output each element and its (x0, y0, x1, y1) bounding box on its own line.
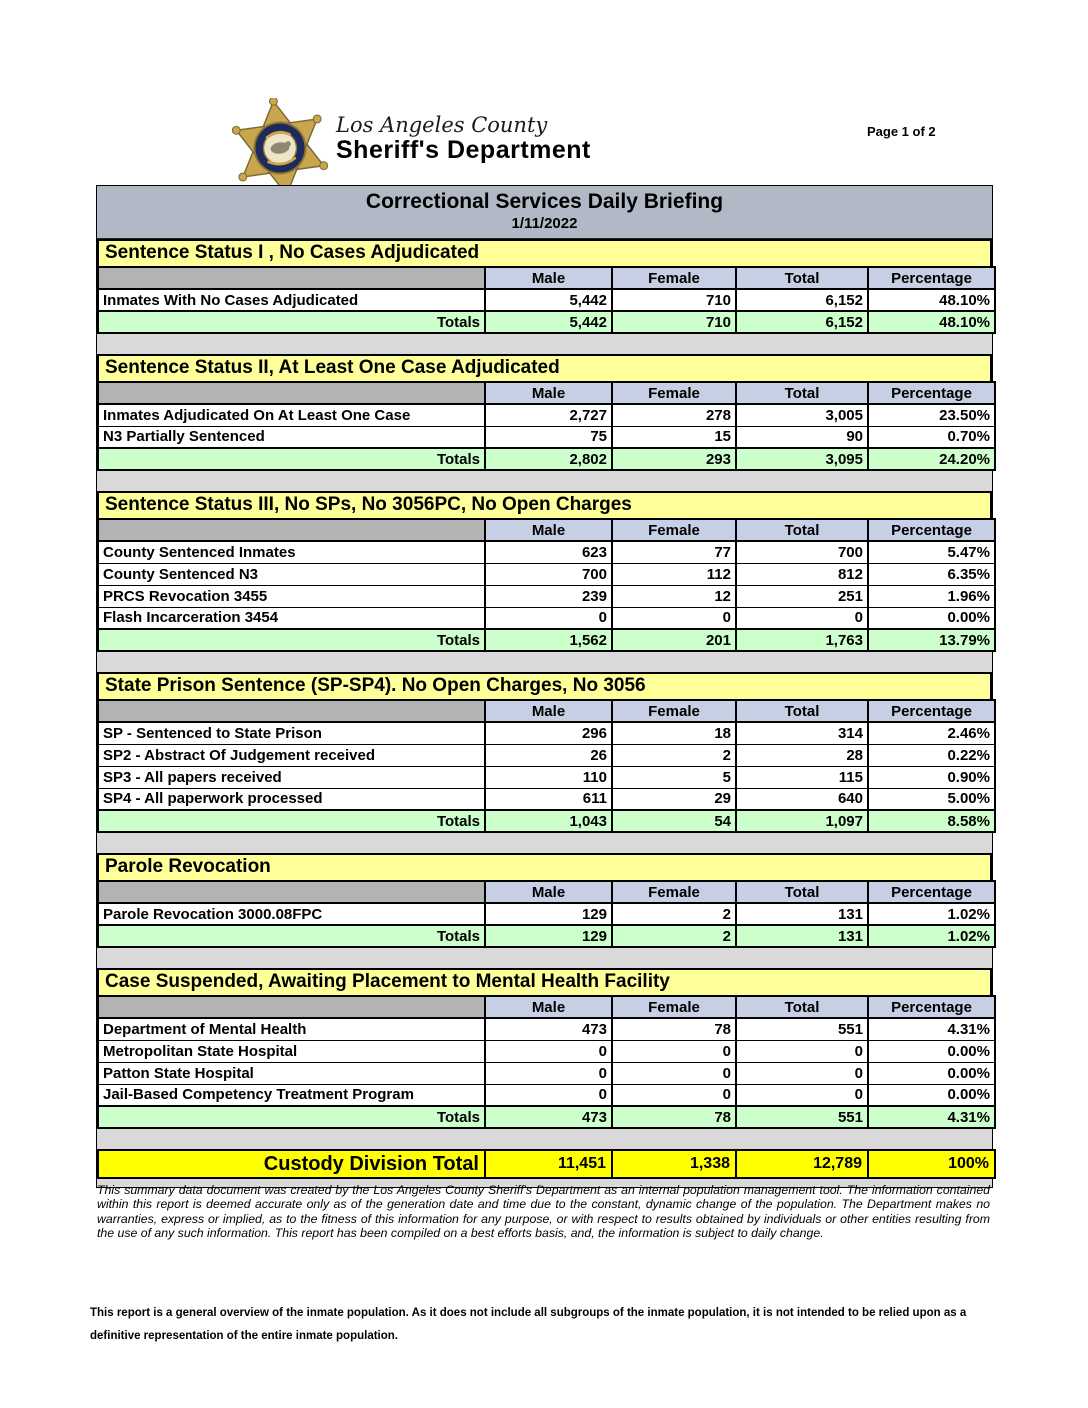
column-header-male: Male (485, 382, 612, 404)
cell-total: 0 (736, 1040, 868, 1062)
cell-total: 0 (736, 1084, 868, 1106)
column-header-male: Male (485, 519, 612, 541)
section-6-totals-row (98, 1106, 995, 1128)
column-header-total: Total (736, 881, 868, 903)
row-label: SP3 - All papers received (98, 766, 485, 788)
row-label: Patton State Hospital (98, 1062, 485, 1084)
report-title-bar (97, 186, 992, 239)
column-header-percentage: Percentage (868, 996, 995, 1018)
cell-male: 129 (485, 903, 612, 925)
column-header-percentage: Percentage (868, 267, 995, 289)
totals-total: 1,097 (736, 810, 868, 832)
section-5 (97, 853, 992, 948)
column-header-female: Female (612, 267, 736, 289)
section-2 (97, 354, 992, 471)
section-1 (97, 239, 992, 334)
column-header-total: Total (736, 519, 868, 541)
cell-female: 0 (612, 1062, 736, 1084)
cell-female: 2 (612, 903, 736, 925)
totals-male: 1,043 (485, 810, 612, 832)
cell-percentage: 1.02% (868, 903, 995, 925)
section-2-totals-row (98, 448, 995, 470)
section-2-row-1 (98, 404, 995, 426)
column-header-total: Total (736, 700, 868, 722)
custody-division-total-table (97, 1149, 996, 1179)
totals-female: 2 (612, 925, 736, 947)
column-header-male: Male (485, 700, 612, 722)
totals-percentage: 8.58% (868, 810, 995, 832)
section-5-row-1 (98, 903, 995, 925)
row-label: Flash Incarceration 3454 (98, 607, 485, 629)
section-spacer (97, 1129, 992, 1149)
section-6-row-1 (98, 1018, 995, 1040)
totals-male: 129 (485, 925, 612, 947)
sheriff-star-badge-icon (232, 98, 328, 198)
section-1-row-1 (98, 289, 995, 311)
cell-percentage: 0.70% (868, 426, 995, 448)
section-spacer (97, 948, 992, 968)
section-2-row-2 (98, 426, 995, 448)
cell-total: 3,005 (736, 404, 868, 426)
column-header-corner (98, 881, 485, 903)
totals-percentage: 48.10% (868, 311, 995, 333)
page-number-label: Page 1 of 2 (867, 124, 936, 139)
cell-male: 296 (485, 722, 612, 744)
cell-percentage: 0.00% (868, 607, 995, 629)
row-label: Department of Mental Health (98, 1018, 485, 1040)
cell-male: 5,442 (485, 289, 612, 311)
cell-female: 78 (612, 1018, 736, 1040)
cell-total: 90 (736, 426, 868, 448)
grand-total-male: 11,451 (485, 1150, 612, 1178)
column-header-corner (98, 700, 485, 722)
cell-female: 29 (612, 788, 736, 810)
cell-percentage: 5.00% (868, 788, 995, 810)
section-2-table (97, 381, 996, 471)
custody-division-total-row (98, 1150, 995, 1178)
row-label: Jail-Based Competency Treatment Program (98, 1084, 485, 1106)
cell-female: 278 (612, 404, 736, 426)
section-1-column-header-row (98, 267, 995, 289)
cell-total: 251 (736, 585, 868, 607)
cell-percentage: 5.47% (868, 541, 995, 563)
row-label: Inmates With No Cases Adjudicated (98, 289, 485, 311)
column-header-corner (98, 996, 485, 1018)
section-4-row-3 (98, 766, 995, 788)
cell-percentage: 6.35% (868, 563, 995, 585)
cell-total: 314 (736, 722, 868, 744)
cell-male: 75 (485, 426, 612, 448)
grand-total-label: Custody Division Total (98, 1150, 485, 1178)
totals-label: Totals (98, 311, 485, 333)
cell-male: 0 (485, 1040, 612, 1062)
section-6-row-3 (98, 1062, 995, 1084)
cell-percentage: 0.90% (868, 766, 995, 788)
cell-male: 110 (485, 766, 612, 788)
row-label: Parole Revocation 3000.08FPC (98, 903, 485, 925)
cell-percentage: 0.00% (868, 1084, 995, 1106)
section-2-column-header-row (98, 382, 995, 404)
overview-footnote: This report is a general overview of the inmate population. As it does not include all subgroups of the inmate population, it is not intended to be relied upon as a definitive representation of the entire inmate population. (90, 1307, 967, 1342)
section-3-row-4 (98, 607, 995, 629)
grand-total-female: 1,338 (612, 1150, 736, 1178)
section-5-table (97, 880, 996, 948)
cell-total: 812 (736, 563, 868, 585)
totals-male: 1,562 (485, 629, 612, 651)
section-spacer (97, 334, 992, 354)
totals-male: 5,442 (485, 311, 612, 333)
section-3-row-1 (98, 541, 995, 563)
grand-total-total: 12,789 (736, 1150, 868, 1178)
section-6-title: Case Suspended, Awaiting Placement to Mental Health Facility (97, 968, 992, 995)
section-3-row-3 (98, 585, 995, 607)
report-date: 1/11/2022 (511, 215, 578, 233)
cell-total: 700 (736, 541, 868, 563)
totals-label: Totals (98, 925, 485, 947)
cell-female: 77 (612, 541, 736, 563)
section-spacer (97, 471, 992, 491)
cell-percentage: 2.46% (868, 722, 995, 744)
cell-male: 473 (485, 1018, 612, 1040)
column-header-male: Male (485, 267, 612, 289)
section-1-title: Sentence Status I , No Cases Adjudicated (97, 239, 992, 266)
column-header-corner (98, 267, 485, 289)
section-3-table (97, 518, 996, 652)
cell-male: 611 (485, 788, 612, 810)
totals-label: Totals (98, 629, 485, 651)
totals-label: Totals (98, 810, 485, 832)
cell-male: 239 (485, 585, 612, 607)
row-label: Inmates Adjudicated On At Least One Case (98, 404, 485, 426)
cell-percentage: 0.00% (868, 1040, 995, 1062)
cell-male: 0 (485, 607, 612, 629)
logo-department-name: Sheriff's Department (336, 136, 591, 165)
section-4-row-1 (98, 722, 995, 744)
totals-male: 2,802 (485, 448, 612, 470)
section-1-table (97, 266, 996, 334)
column-header-percentage: Percentage (868, 519, 995, 541)
section-1-totals-row (98, 311, 995, 333)
totals-percentage: 1.02% (868, 925, 995, 947)
cell-percentage: 1.96% (868, 585, 995, 607)
cell-total: 28 (736, 744, 868, 766)
totals-female: 201 (612, 629, 736, 651)
report-sections (97, 239, 992, 1149)
section-3-totals-row (98, 629, 995, 651)
section-5-title: Parole Revocation (97, 853, 992, 880)
cell-male: 623 (485, 541, 612, 563)
cell-female: 12 (612, 585, 736, 607)
row-label: County Sentenced N3 (98, 563, 485, 585)
section-4 (97, 672, 992, 833)
row-label: SP4 - All paperwork processed (98, 788, 485, 810)
row-label: County Sentenced Inmates (98, 541, 485, 563)
report-body (96, 185, 993, 1188)
section-2-title: Sentence Status II, At Least One Case Adjudicated (97, 354, 992, 381)
row-label: SP - Sentenced to State Prison (98, 722, 485, 744)
cell-total: 640 (736, 788, 868, 810)
grand-total-percentage: 100% (868, 1150, 995, 1178)
cell-total: 6,152 (736, 289, 868, 311)
section-4-row-4 (98, 788, 995, 810)
totals-male: 473 (485, 1106, 612, 1128)
cell-total: 115 (736, 766, 868, 788)
section-6-row-2 (98, 1040, 995, 1062)
cell-male: 700 (485, 563, 612, 585)
section-5-totals-row (98, 925, 995, 947)
cell-male: 0 (485, 1062, 612, 1084)
section-3-column-header-row (98, 519, 995, 541)
section-4-row-2 (98, 744, 995, 766)
column-header-total: Total (736, 267, 868, 289)
totals-total: 551 (736, 1106, 868, 1128)
cell-female: 18 (612, 722, 736, 744)
section-6-table (97, 995, 996, 1129)
totals-total: 131 (736, 925, 868, 947)
cell-female: 5 (612, 766, 736, 788)
column-header-percentage: Percentage (868, 700, 995, 722)
section-3-title: Sentence Status III, No SPs, No 3056PC, No Open Charges (97, 491, 992, 518)
totals-total: 6,152 (736, 311, 868, 333)
logo-text (336, 114, 591, 163)
totals-label: Totals (98, 448, 485, 470)
column-header-total: Total (736, 382, 868, 404)
cell-percentage: 48.10% (868, 289, 995, 311)
disclaimer-text: This summary data document was created by the Los Angeles County Sheriff's Department as an internal population management tool. The information contained within this report is deemed accurate only as of the generation date and time due to the constant, dynamic change of the population. The Department makes no warranties, express or implied, as to the fitness of this information for any purpose, or with respect to results obtained by individuals or other entities resulting from the use of any such information. This report has been compiled on a best efforts basis, and, the information is subject to daily change. (97, 1183, 990, 1241)
column-header-corner (98, 382, 485, 404)
totals-female: 710 (612, 311, 736, 333)
column-header-male: Male (485, 881, 612, 903)
report-title: Correctional Services Daily Briefing (365, 190, 724, 213)
section-6-row-4 (98, 1084, 995, 1106)
section-spacer (97, 833, 992, 853)
section-4-column-header-row (98, 700, 995, 722)
section-4-totals-row (98, 810, 995, 832)
cell-total: 0 (736, 607, 868, 629)
department-logo (232, 98, 591, 198)
column-header-corner (98, 519, 485, 541)
logo-county-name: Los Angeles County (336, 113, 548, 137)
column-header-percentage: Percentage (868, 881, 995, 903)
totals-percentage: 4.31% (868, 1106, 995, 1128)
column-header-female: Female (612, 700, 736, 722)
cell-percentage: 23.50% (868, 404, 995, 426)
totals-female: 293 (612, 448, 736, 470)
section-3-row-2 (98, 563, 995, 585)
totals-total: 1,763 (736, 629, 868, 651)
cell-female: 0 (612, 1084, 736, 1106)
section-5-column-header-row (98, 881, 995, 903)
row-label: N3 Partially Sentenced (98, 426, 485, 448)
cell-total: 131 (736, 903, 868, 925)
cell-total: 0 (736, 1062, 868, 1084)
section-4-title: State Prison Sentence (SP-SP4). No Open Charges, No 3056 (97, 672, 992, 699)
section-6-column-header-row (98, 996, 995, 1018)
totals-percentage: 24.20% (868, 448, 995, 470)
section-3 (97, 491, 992, 652)
row-label: SP2 - Abstract Of Judgement received (98, 744, 485, 766)
row-label: PRCS Revocation 3455 (98, 585, 485, 607)
cell-total: 551 (736, 1018, 868, 1040)
column-header-percentage: Percentage (868, 382, 995, 404)
cell-male: 26 (485, 744, 612, 766)
totals-female: 54 (612, 810, 736, 832)
cell-percentage: 0.00% (868, 1062, 995, 1084)
section-4-table (97, 699, 996, 833)
cell-percentage: 0.22% (868, 744, 995, 766)
section-spacer (97, 652, 992, 672)
totals-female: 78 (612, 1106, 736, 1128)
section-6 (97, 968, 992, 1129)
column-header-female: Female (612, 382, 736, 404)
totals-total: 3,095 (736, 448, 868, 470)
cell-male: 0 (485, 1084, 612, 1106)
column-header-female: Female (612, 996, 736, 1018)
cell-male: 2,727 (485, 404, 612, 426)
column-header-total: Total (736, 996, 868, 1018)
cell-female: 112 (612, 563, 736, 585)
column-header-male: Male (485, 996, 612, 1018)
column-header-female: Female (612, 519, 736, 541)
totals-percentage: 13.79% (868, 629, 995, 651)
cell-female: 710 (612, 289, 736, 311)
cell-female: 2 (612, 744, 736, 766)
cell-female: 15 (612, 426, 736, 448)
row-label: Metropolitan State Hospital (98, 1040, 485, 1062)
cell-female: 0 (612, 607, 736, 629)
cell-female: 0 (612, 1040, 736, 1062)
totals-label: Totals (98, 1106, 485, 1128)
column-header-female: Female (612, 881, 736, 903)
cell-percentage: 4.31% (868, 1018, 995, 1040)
